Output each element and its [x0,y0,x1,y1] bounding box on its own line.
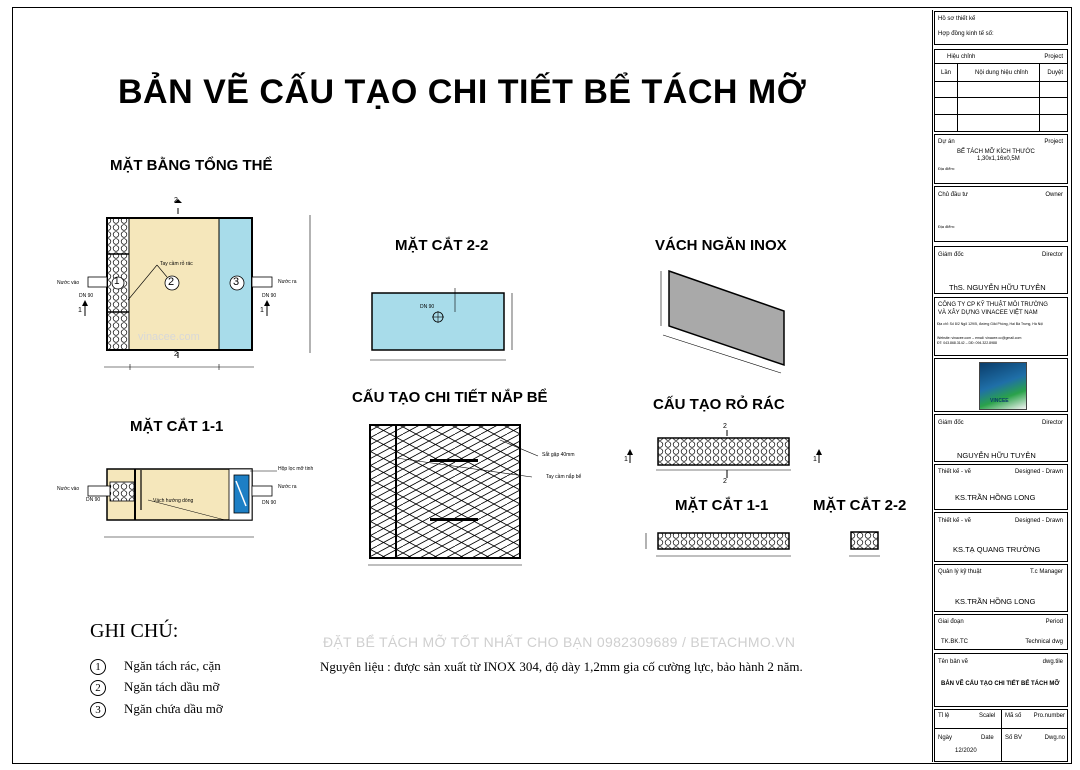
note-text: Ngăn tách rác, cặn [124,658,221,673]
tb-manager-cell [934,564,1068,612]
note-text: Ngăn tách dầu mỡ [124,679,220,694]
lid-handle-label: Tay cầm nắp bể [546,474,582,480]
tb-manager-name: KS.TRẦN HỒNG LONG [955,597,1036,606]
note-number: 1 [90,659,106,675]
basket-cut1-left: 1 [624,456,628,463]
tb-drawing-name: Tên bản vẽ [938,659,969,665]
tb-director-name: ThS. NGUYỄN HỮU TUYÊN [949,283,1046,292]
tb-designer: Thiết kế - vẽ [938,469,972,475]
section-22-view [370,288,512,360]
material-note: Nguyên liệu : được sản xuất từ INOX 304, độ dày 1,2mm gia cố cường lực, bảo hành 2 năm. [320,659,803,674]
section22-dn: DN 90 [420,304,435,310]
company-logo [979,362,1027,410]
plan-watermark: vinacee.com [138,331,200,343]
tb-stage: Giai đoạn [938,619,964,625]
basket-section22-heading: MẶT CẮT 2-2 [813,497,907,514]
section-dn-out: DN 90 [262,500,277,506]
plan-cut2-top: 2 [174,197,178,204]
plan-dn-in: DN 90 [79,293,94,299]
tb-date-val: 12/2020 [955,748,977,754]
tb-director: Giám đốc [938,252,964,258]
tb-file: Hồ sơ thiết kế [938,16,976,22]
tb-investor-cell [934,186,1068,242]
tb-project-en: Project [1044,139,1063,145]
section-wall-label: Vách hướng dòng [153,498,194,504]
partition-heading: VÁCH NGĂN INOX [655,237,787,254]
tb-company1: CÔNG TY CP KỸ THUẬT MÔI TRƯỜNG [938,302,1048,308]
tb-stage-en: Period [1045,619,1063,625]
tb-drawing-name-en: dwg.tile [1042,659,1063,665]
plan-inlet-label: Nước vào [57,280,80,286]
tb-code: Mã số [1005,713,1022,719]
tb-designer2-cell [934,512,1068,562]
tb-rev-no: Lần [941,70,952,76]
page-title: BẢN VẼ CẤU TẠO CHI TIẾT BỂ TÁCH MỠ [118,73,807,111]
tb-stage-cell [934,614,1068,650]
tb-meta-cell [934,709,1068,762]
section-dn-in: DN 90 [86,497,101,503]
tb-stage-val-en: Technical dwg [1025,639,1063,645]
note-item [90,701,223,718]
lid-view [368,425,538,565]
tb-project-name: BỂ TÁCH MỠ KÍCH THƯỚC [957,149,1035,155]
basket-heading: CẤU TẠO RỎ RÁC [653,396,785,413]
basket-section11-heading: MẶT CẮT 1-1 [675,497,769,514]
note-item [90,679,219,696]
tb-project-size: 1,30x1,16x0,5M [977,156,1020,162]
note-text: Ngăn chứa dầu mỡ [124,701,223,716]
plan-handle-label: Tay cầm rỏ rác [160,261,193,267]
tb-rev-content: Nội dung hiệu chỉnh [975,70,1029,76]
section22-heading: MẶT CẮT 2-2 [395,237,489,254]
section-outlet-label: Nước ra [278,484,297,490]
tb-director2-en: Director [1041,420,1063,426]
tb-designer-cell [934,464,1068,510]
tb-project: Dự án [938,139,955,145]
lid-steel-label: Sắt gập 40mm [542,452,575,458]
tb-sheet: Số BV [1005,735,1023,741]
plan-cut1-left: 1 [78,307,82,314]
basket-cut1-right: 1 [813,456,817,463]
tb-designer-en: Designed - Drawn [1014,469,1063,475]
tb-director2-name: NGUYỄN HỮU TUYÊN [957,451,1036,460]
partition-view [661,271,784,373]
tb-location2: Địa điểm: [938,224,955,229]
tb-file-cell [934,11,1068,45]
notes-heading: GHI CHÚ: [90,620,179,642]
tb-revision-cell [934,49,1068,132]
basket-cut2-bottom: 2 [723,478,727,485]
logo-text: VINCEE [990,398,1009,404]
tb-owner: Owner [1045,192,1063,198]
tb-designer2-name: KS.TẠ QUANG TRƯỜNG [953,545,1041,554]
note-number: 2 [90,680,106,696]
tb-director-en: Director [1041,252,1063,258]
tb-scale: Tỉ lệ [938,713,950,719]
compartment-2-marker: 2 [168,276,175,288]
tb-code-en: Pro.number [1033,713,1065,719]
tb-sheet-en: Dwg.no [1044,735,1065,741]
tb-web: Website: vinacee.com – email: vinacee.cc@gmail.com [937,336,1022,340]
tb-revision: Hiệu chỉnh [947,54,976,60]
tb-designer-name: KS.TRẦN HỒNG LONG [955,493,1036,502]
section-inlet-label: Nước vào [57,486,80,492]
tb-date-en: Date [981,735,994,741]
tb-company-cell [934,297,1068,356]
compartment-1-marker: 1 [114,276,120,287]
tb-company2: VÀ XÂY DỰNG VINACEE VIỆT NAM [938,310,1038,316]
plan-heading: MẶT BẰNG TỔNG THỂ [110,157,273,174]
lid-heading: CẤU TẠO CHI TIẾT NẮP BỂ [352,389,548,406]
compartment-3-marker: 3 [233,276,240,288]
basket-cut2-top: 2 [723,423,727,430]
note-number: 3 [90,702,106,718]
tb-logo-cell [934,358,1068,412]
basket-view [627,430,880,556]
plan-outlet-label: Nước ra [278,279,297,285]
tb-director2-cell [934,414,1068,462]
tb-designer2: Thiết kế - vẽ [938,518,972,524]
plan-dn-out: DN 90 [262,293,277,299]
tb-contract: Hợp đồng kinh tế số: [938,31,994,37]
tb-director2: Giám đốc [938,420,964,426]
tb-phone: ĐT: 043.868.3142 – DĐ: 094.322.8988 [937,341,997,345]
tb-project-cell [934,134,1068,184]
tb-investor: Chủ đầu tư [938,192,969,198]
tb-designer2-en: Designed - Drawn [1014,518,1063,524]
tb-scale-en: Scalel [979,713,996,719]
tb-stage-val: TK.BK.TC [941,639,969,645]
tb-manager-en: T.c Manager [1029,569,1063,575]
promo-watermark: ĐẶT BỂ TÁCH MỠ TỐT NHẤT CHO BẠN 0982309689 / BETACHMO.VN [323,634,796,650]
section11-heading: MẶT CẮT 1-1 [130,418,224,435]
plan-cut2-bottom: 2 [174,351,178,358]
plan-cut1-right: 1 [260,307,264,314]
tb-location: Địa điểm: [938,166,955,171]
tb-rev-approve: Duyệt [1047,70,1063,76]
section-box-label: Hộp lọc mỡ tinh [278,466,314,472]
tb-address: Địa chỉ: Số 8/2 Ngõ 129/5, đường Giải Phóng, Hai Bà Trưng, Hà Nội [937,322,1044,326]
tb-revision-en: Project [1044,54,1063,60]
tb-director-cell [934,246,1068,294]
note-item [90,658,221,675]
tb-drawing-title: BẢN VẼ CẤU TẠO CHI TIẾT BỂ TÁCH MỠ [941,681,1060,687]
tb-manager: Quản lý kỹ thuật [938,569,982,575]
tb-date: Ngày [938,735,953,741]
tb-drawing-cell [934,653,1068,707]
